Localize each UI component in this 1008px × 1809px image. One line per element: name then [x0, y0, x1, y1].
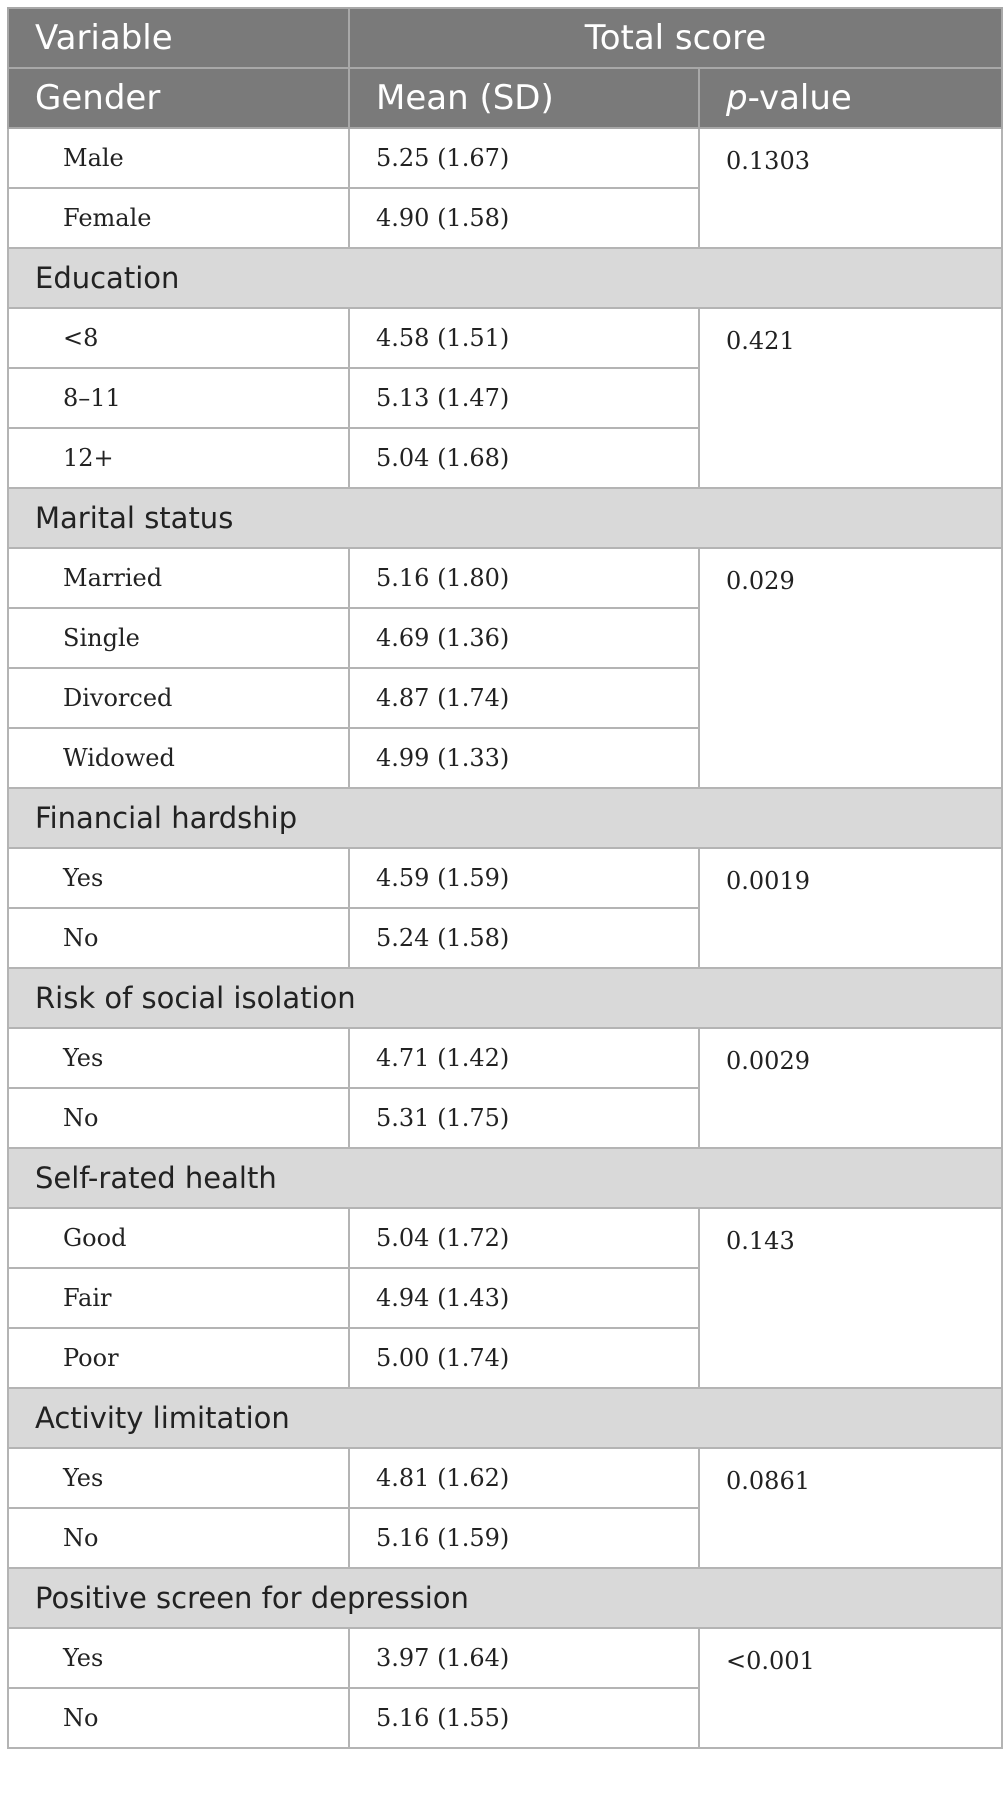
row-label: Single [8, 608, 349, 668]
row-label: Married [8, 548, 349, 608]
section-row-social-isolation [8, 968, 1002, 1028]
p-value: <0.001 [699, 1628, 1002, 1748]
row-mean: 5.16 (1.80) [349, 548, 699, 608]
header-p-italic: p [726, 78, 748, 118]
row-label: Yes [8, 848, 349, 908]
section-title: Financial hardship [8, 788, 1002, 848]
row-label: Female [8, 188, 349, 248]
p-value: 0.029 [699, 548, 1002, 788]
row-label: Yes [8, 1028, 349, 1088]
p-value: 0.0861 [699, 1448, 1002, 1568]
header-row-1 [8, 8, 1002, 68]
table-row [8, 1028, 1002, 1088]
row-mean: 4.71 (1.42) [349, 1028, 699, 1088]
row-mean: 5.04 (1.68) [349, 428, 699, 488]
section-title: Activity limitation [8, 1388, 1002, 1448]
section-title: Positive screen for depression [8, 1568, 1002, 1628]
p-value: 0.0029 [699, 1028, 1002, 1148]
row-mean: 5.16 (1.59) [349, 1508, 699, 1568]
table-row [8, 128, 1002, 188]
section-title: Education [8, 248, 1002, 308]
p-value: 0.421 [699, 308, 1002, 488]
table-row [8, 1628, 1002, 1688]
header-gender: Gender [8, 68, 349, 128]
row-label: No [8, 1088, 349, 1148]
section-row-education [8, 248, 1002, 308]
section-row-financial-hardship [8, 788, 1002, 848]
table-wrapper [7, 7, 1003, 1749]
header-p-suffix: -value [747, 78, 852, 118]
row-label: 12+ [8, 428, 349, 488]
total-score-table [7, 7, 1003, 1749]
table-row [8, 848, 1002, 908]
header-p-value [699, 68, 1002, 128]
row-mean: 5.00 (1.74) [349, 1328, 699, 1388]
table-row [8, 1448, 1002, 1508]
table-row [8, 308, 1002, 368]
row-label: No [8, 908, 349, 968]
row-label: No [8, 1508, 349, 1568]
section-row-activity-limitation [8, 1388, 1002, 1448]
section-title: Self-rated health [8, 1148, 1002, 1208]
table-row [8, 1208, 1002, 1268]
row-label: Divorced [8, 668, 349, 728]
table-row [8, 548, 1002, 608]
row-label: Good [8, 1208, 349, 1268]
row-label: Male [8, 128, 349, 188]
header-mean-sd: Mean (SD) [349, 68, 699, 128]
row-mean: 5.13 (1.47) [349, 368, 699, 428]
row-label: Widowed [8, 728, 349, 788]
section-row-marital-status [8, 488, 1002, 548]
row-label: Fair [8, 1268, 349, 1328]
row-mean: 5.25 (1.67) [349, 128, 699, 188]
row-mean: 3.97 (1.64) [349, 1628, 699, 1688]
row-mean: 4.81 (1.62) [349, 1448, 699, 1508]
p-value: 0.143 [699, 1208, 1002, 1388]
p-value: 0.0019 [699, 848, 1002, 968]
row-mean: 5.31 (1.75) [349, 1088, 699, 1148]
header-total-score: Total score [349, 8, 1002, 68]
row-mean: 4.87 (1.74) [349, 668, 699, 728]
row-label: 8–11 [8, 368, 349, 428]
row-label: <8 [8, 308, 349, 368]
row-mean: 5.24 (1.58) [349, 908, 699, 968]
row-label: Yes [8, 1628, 349, 1688]
section-title: Marital status [8, 488, 1002, 548]
row-mean: 5.04 (1.72) [349, 1208, 699, 1268]
row-mean: 4.69 (1.36) [349, 608, 699, 668]
row-label: No [8, 1688, 349, 1748]
row-label: Yes [8, 1448, 349, 1508]
section-row-depression [8, 1568, 1002, 1628]
row-label: Poor [8, 1328, 349, 1388]
row-mean: 4.58 (1.51) [349, 308, 699, 368]
row-mean: 4.94 (1.43) [349, 1268, 699, 1328]
p-value: 0.1303 [699, 128, 1002, 248]
section-title: Risk of social isolation [8, 968, 1002, 1028]
row-mean: 4.59 (1.59) [349, 848, 699, 908]
header-row-2 [8, 68, 1002, 128]
row-mean: 4.90 (1.58) [349, 188, 699, 248]
header-variable: Variable [8, 8, 349, 68]
row-mean: 4.99 (1.33) [349, 728, 699, 788]
section-row-self-rated-health [8, 1148, 1002, 1208]
row-mean: 5.16 (1.55) [349, 1688, 699, 1748]
